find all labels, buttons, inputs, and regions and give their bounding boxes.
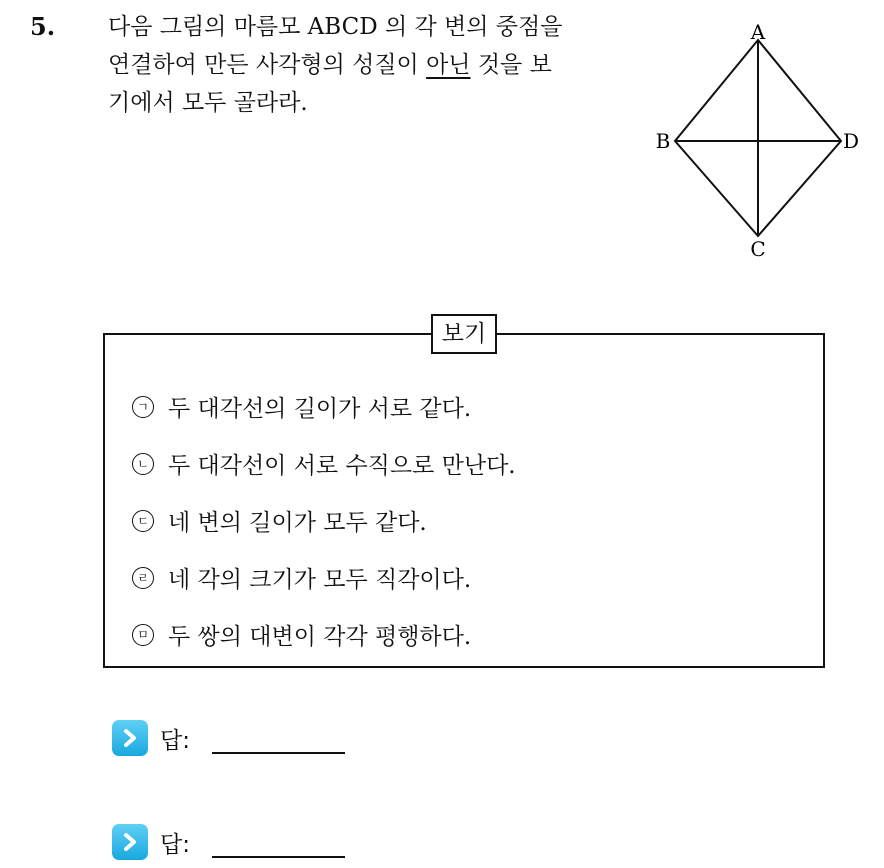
question-line-2: [108, 46, 628, 84]
question-line-3: 기에서 모두 골라라.: [108, 90, 308, 116]
marker-circle-nieun: ㄴ: [132, 453, 154, 475]
bogi-item-text: 두 대각선이 서로 수직으로 만난다.: [168, 453, 516, 479]
question-number: 5.: [30, 12, 56, 41]
bogi-item: [132, 378, 516, 435]
bogi-items: [132, 378, 516, 663]
answer-row-2: [112, 824, 345, 860]
marker-circle-digeut: ㄷ: [132, 510, 154, 532]
bogi-title: 보기: [431, 314, 497, 354]
question-line-2-start: 연결하여 만든 사각형의 성질이: [108, 52, 427, 78]
vertex-label-a: A: [750, 20, 766, 44]
question-text: [108, 8, 628, 122]
rhombus-figure: [645, 20, 865, 265]
bogi-item-text: 두 쌍의 대변이 각각 평행하다.: [168, 624, 472, 650]
marker-circle-rieul: ㄹ: [132, 567, 154, 589]
answer-row-1: [112, 720, 345, 756]
vertex-label-c: C: [750, 237, 766, 261]
marker-circle-giyeok: ㄱ: [132, 396, 154, 418]
answer-blank-1[interactable]: [212, 722, 345, 754]
answer-label: 답:: [160, 831, 190, 858]
vertex-label-d: D: [842, 129, 860, 153]
chevron-right-icon: [112, 720, 148, 756]
question-line-1: 다음 그림의 마름모 ABCD 의 각 변의 중점을: [108, 14, 563, 40]
underlined-word: 아닌: [426, 52, 471, 78]
answer-label: 답:: [160, 727, 190, 754]
bogi-item-text: 두 대각선의 길이가 서로 같다.: [168, 396, 472, 422]
bogi-item-text: 네 변의 길이가 모두 같다.: [168, 510, 427, 536]
marker-circle-mieum: ㅁ: [132, 624, 154, 646]
bogi-item: [132, 549, 516, 606]
bogi-item: [132, 435, 516, 492]
question-line-2-end: 것을 보: [470, 52, 552, 78]
bogi-item-text: 네 각의 크기가 모두 직각이다.: [168, 567, 472, 593]
bogi-item: [132, 492, 516, 549]
answer-blank-2[interactable]: [212, 826, 345, 858]
chevron-right-icon: [112, 824, 148, 860]
vertex-label-b: B: [655, 129, 671, 153]
bogi-item: [132, 606, 516, 663]
